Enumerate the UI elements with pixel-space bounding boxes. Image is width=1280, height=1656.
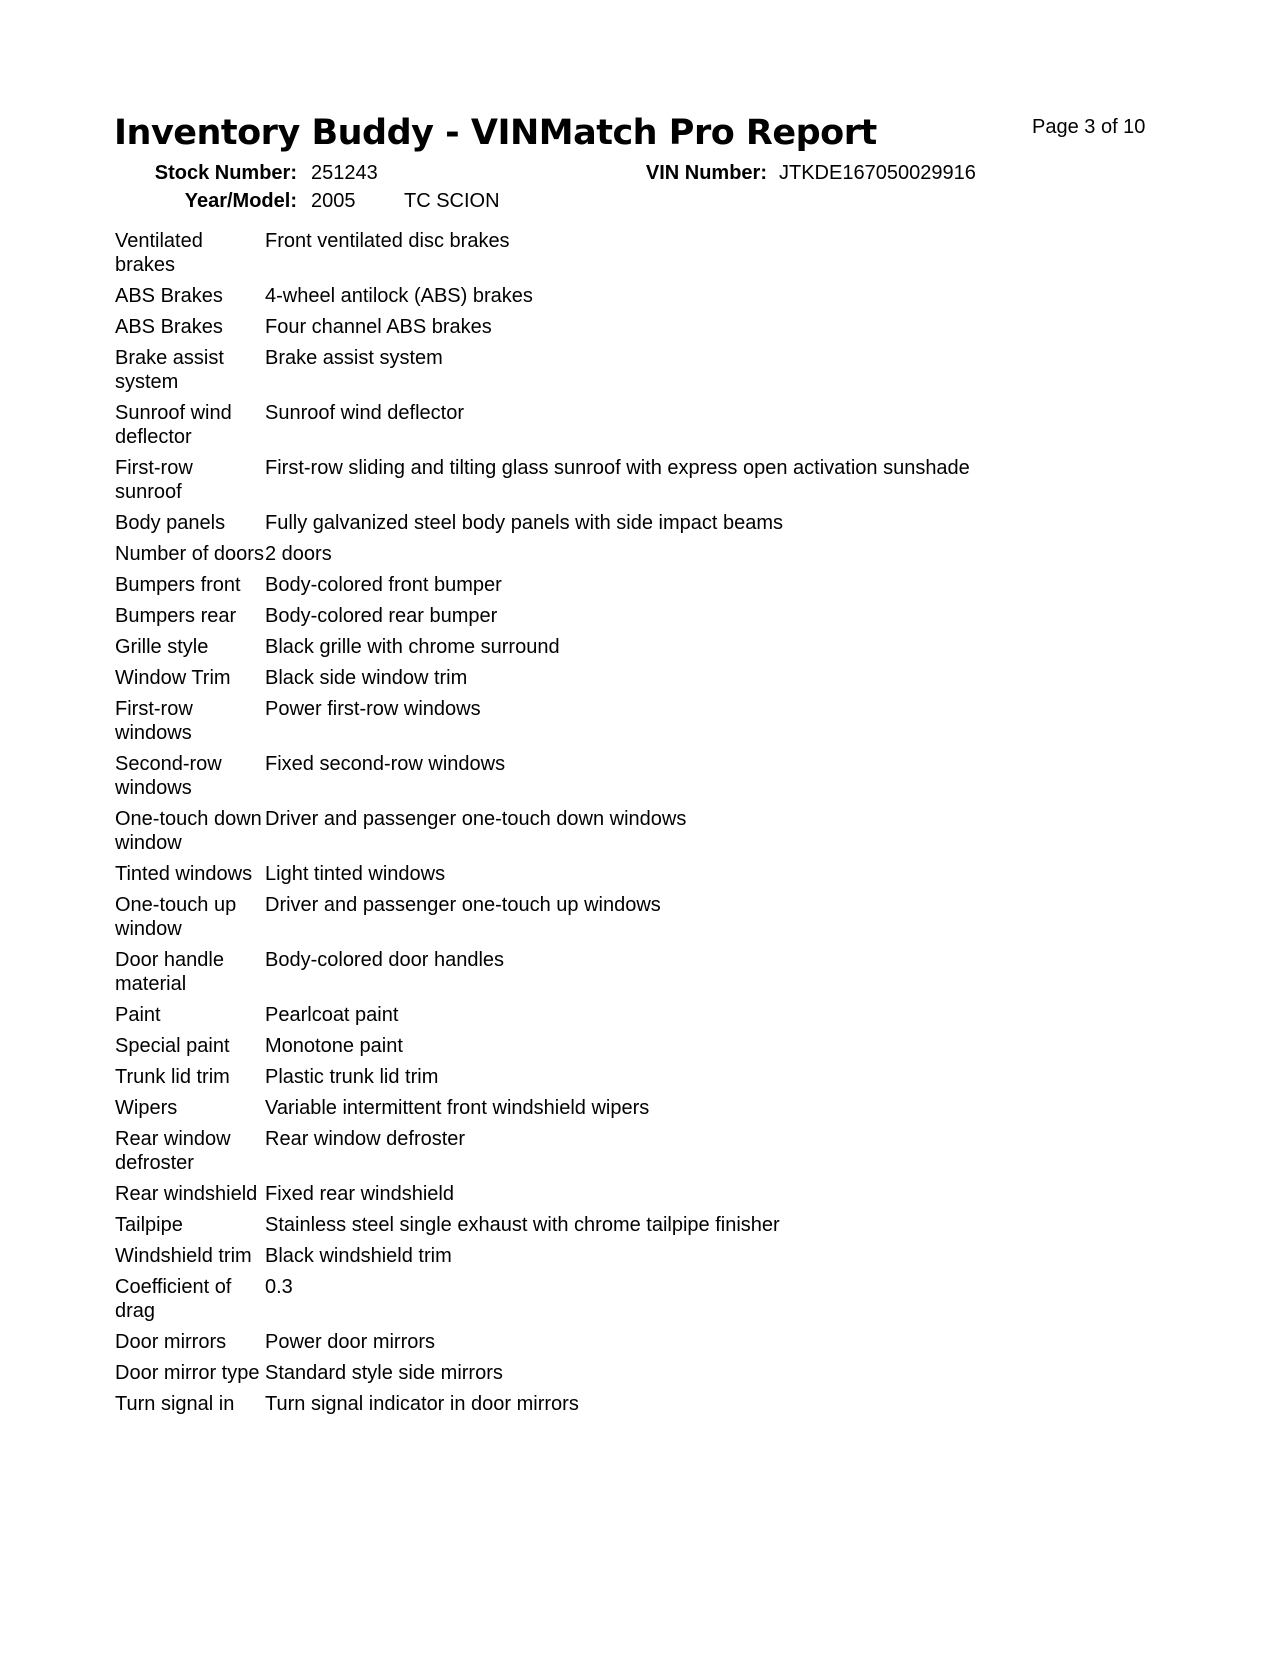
feature-row <box>115 1244 1175 1268</box>
feature-description: Sunroof wind deflector <box>265 402 465 424</box>
feature-description: 2 doors <box>265 543 332 565</box>
feature-row <box>115 1182 1175 1206</box>
feature-description: Rear window defroster <box>265 1128 466 1150</box>
feature-row <box>115 666 1175 690</box>
feature-description: Variable intermittent front windshield wipers <box>265 1097 650 1119</box>
feature-description: Fixed rear windshield <box>265 1183 454 1205</box>
feature-row <box>115 573 1175 597</box>
feature-row <box>115 807 1175 855</box>
feature-name: Door mirrors <box>115 1331 227 1353</box>
stock-number-value: 251243 <box>311 162 378 184</box>
feature-row <box>115 1213 1175 1237</box>
feature-description: Standard style side mirrors <box>265 1362 503 1384</box>
feature-row <box>115 862 1175 886</box>
feature-name: Paint <box>115 1004 161 1026</box>
feature-description: Brake assist system <box>265 347 443 369</box>
feature-description: Monotone paint <box>265 1035 403 1057</box>
feature-name: Turn signal in <box>115 1393 235 1415</box>
model-value: TC SCION <box>404 190 500 212</box>
feature-description: Fixed second-row windows <box>265 753 506 775</box>
feature-name: Second-row windows <box>115 753 222 799</box>
feature-name: Bumpers front <box>115 574 241 596</box>
feature-row <box>115 893 1175 941</box>
feature-row <box>115 1096 1175 1120</box>
feature-row <box>115 635 1175 659</box>
feature-name: Tinted windows <box>115 863 253 885</box>
feature-name: Rear window defroster <box>115 1128 231 1174</box>
stock-number-label: Stock Number: <box>154 162 297 184</box>
feature-name: Trunk lid trim <box>115 1066 230 1088</box>
feature-name: First-row windows <box>115 698 193 744</box>
feature-name: Sunroof wind deflector <box>115 402 232 448</box>
feature-description: Power first-row windows <box>265 698 481 720</box>
feature-name: Special paint <box>115 1035 230 1057</box>
feature-row <box>115 948 1175 996</box>
feature-description: Power door mirrors <box>265 1331 436 1353</box>
vin-number-label: VIN Number: <box>645 162 767 184</box>
feature-description: Driver and passenger one-touch down windows <box>265 808 687 830</box>
feature-row <box>115 456 1175 504</box>
feature-row <box>115 1003 1175 1027</box>
feature-name: Door mirror type <box>115 1362 260 1384</box>
feature-description: Pearlcoat paint <box>265 1004 399 1026</box>
feature-name: Door handle material <box>115 949 224 995</box>
feature-description: Body-colored rear bumper <box>265 605 498 627</box>
feature-list <box>115 229 1175 1423</box>
vin-number-value: JTKDE167050029916 <box>779 162 976 184</box>
year-value: 2005 <box>311 190 356 212</box>
feature-description: First-row sliding and tilting glass sunroof with express open activation sunshade <box>265 457 970 479</box>
feature-row <box>115 1275 1175 1323</box>
feature-row <box>115 1065 1175 1089</box>
feature-description: 4-wheel antilock (ABS) brakes <box>265 285 533 307</box>
feature-description: Driver and passenger one-touch up windows <box>265 894 661 916</box>
feature-name: Grille style <box>115 636 209 658</box>
feature-row <box>115 315 1175 339</box>
feature-name: Body panels <box>115 512 226 534</box>
feature-name: Number of doors <box>115 543 264 565</box>
feature-name: Ventilated brakes <box>115 230 203 276</box>
feature-description: Body-colored door handles <box>265 949 505 971</box>
feature-row <box>115 1034 1175 1058</box>
feature-name: Windshield trim <box>115 1245 252 1267</box>
feature-description: Black grille with chrome surround <box>265 636 560 658</box>
report-title: Inventory Buddy - VINMatch Pro Report <box>114 113 877 153</box>
feature-description: Front ventilated disc brakes <box>265 230 510 252</box>
feature-description: Light tinted windows <box>265 863 446 885</box>
feature-row <box>115 1392 1175 1416</box>
feature-name: Window Trim <box>115 667 231 689</box>
feature-description: Black windshield trim <box>265 1245 452 1267</box>
feature-name: Brake assist system <box>115 347 224 393</box>
feature-description: Plastic trunk lid trim <box>265 1066 439 1088</box>
feature-row <box>115 1361 1175 1385</box>
feature-row <box>115 542 1175 566</box>
feature-name: Coefficient of drag <box>115 1276 232 1322</box>
feature-name: One-touch up window <box>115 894 237 940</box>
feature-row <box>115 1330 1175 1354</box>
feature-row <box>115 229 1175 277</box>
feature-row <box>115 604 1175 628</box>
feature-name: Wipers <box>115 1097 178 1119</box>
feature-name: Bumpers rear <box>115 605 237 627</box>
feature-name: One-touch down window <box>115 808 262 854</box>
feature-description: Black side window trim <box>265 667 468 689</box>
feature-row <box>115 752 1175 800</box>
feature-row <box>115 401 1175 449</box>
feature-row <box>115 511 1175 535</box>
feature-name: ABS Brakes <box>115 316 223 338</box>
year-model-label: Year/Model: <box>184 190 297 212</box>
feature-description: Turn signal indicator in door mirrors <box>265 1393 579 1415</box>
feature-row <box>115 1127 1175 1175</box>
feature-name: First-row sunroof <box>115 457 193 503</box>
feature-description: Four channel ABS brakes <box>265 316 492 338</box>
feature-name: ABS Brakes <box>115 285 223 307</box>
feature-row <box>115 284 1175 308</box>
feature-name: Tailpipe <box>115 1214 183 1236</box>
feature-row <box>115 346 1175 394</box>
feature-description: 0.3 <box>265 1276 293 1298</box>
page-indicator: Page 3 of 10 <box>1032 116 1146 138</box>
feature-description: Body-colored front bumper <box>265 574 502 596</box>
feature-description: Fully galvanized steel body panels with side impact beams <box>265 512 784 534</box>
feature-row <box>115 697 1175 745</box>
feature-name: Rear windshield <box>115 1183 258 1205</box>
feature-description: Stainless steel single exhaust with chrome tailpipe finisher <box>265 1214 780 1236</box>
